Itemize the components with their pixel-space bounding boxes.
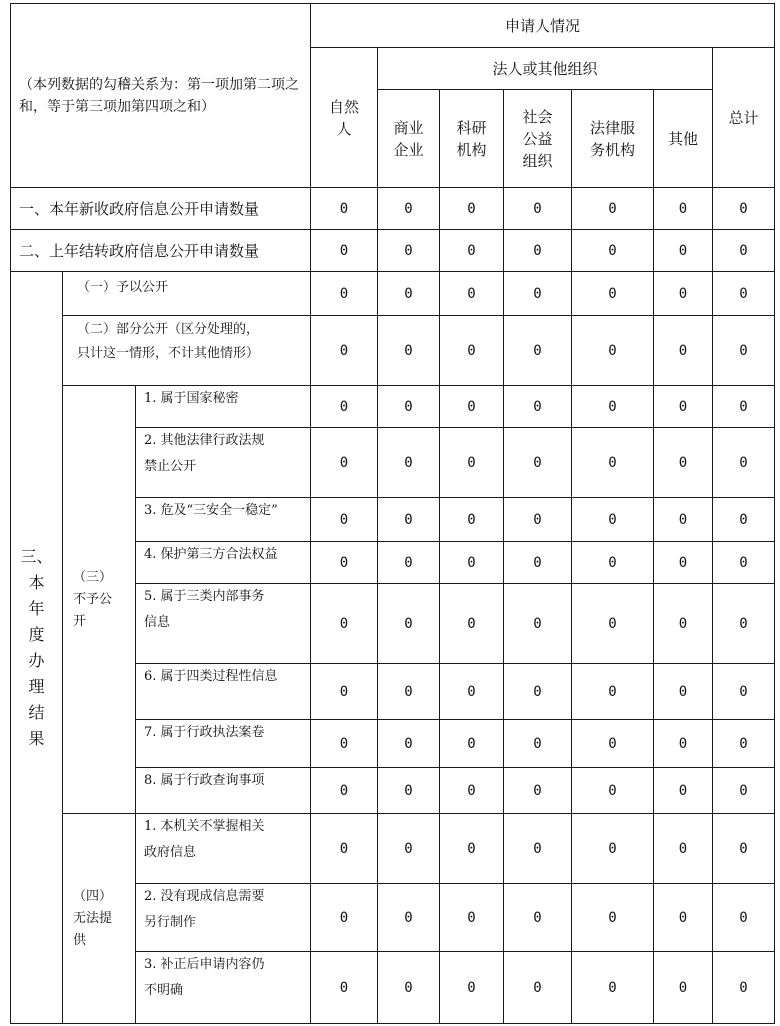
value-cell-total: 0: [713, 542, 775, 584]
value-cell-total: 0: [713, 272, 775, 316]
value-cell-total: 0: [713, 768, 775, 814]
col-public-line-2: 公益: [522, 129, 553, 148]
value-cell-research: 0: [440, 584, 504, 664]
section3-title: [11, 272, 63, 1024]
unable-line-2: 无法提: [73, 910, 113, 926]
row-label-line: 2. 没有现成信息需要: [144, 889, 265, 904]
value-cell-other: 0: [654, 230, 713, 272]
value-cell-natural-person: 0: [311, 188, 378, 230]
value-cell-research: 0: [440, 952, 504, 1024]
value-cell-total: 0: [713, 884, 775, 952]
value-cell-other: 0: [654, 542, 713, 584]
value-cell-public-welfare: 0: [504, 542, 572, 584]
row-label-line: 不明确: [144, 983, 184, 998]
value-cell-natural-person: 0: [311, 952, 378, 1024]
value-cell-total: 0: [713, 188, 775, 230]
row-label-line: 3. 补正后申请内容仍: [144, 957, 265, 972]
value-cell-public-welfare: 0: [504, 498, 572, 542]
table-row: [11, 316, 775, 386]
value-cell-natural-person: 0: [311, 884, 378, 952]
row-label-nd-2: [136, 428, 311, 498]
value-cell-natural-person: 0: [311, 316, 378, 386]
section3-char: 果: [28, 728, 45, 748]
value-cell-total: 0: [713, 316, 775, 386]
row-label-line: 政府信息: [144, 845, 197, 860]
row-label-line: 1. 本机关不掌握相关: [144, 819, 265, 834]
col-other: 其他: [654, 90, 713, 188]
row-label-line: 7. 属于行政执法案卷: [144, 725, 265, 740]
row-label-nd-3: [136, 498, 311, 542]
unable-group: [63, 814, 136, 1024]
col-natural-person: [311, 48, 378, 188]
relation-note: （本列数据的勾稽关系为：第一项加第二项之和，等于第三项加第四项之和）: [11, 4, 311, 188]
row-label-partially: [63, 316, 311, 386]
value-cell-legal-service: 0: [572, 884, 654, 952]
value-cell-other: 0: [654, 884, 713, 952]
row-label-nd-5: [136, 584, 311, 664]
value-cell-natural-person: 0: [311, 386, 378, 428]
value-cell-research: 0: [440, 664, 504, 720]
value-cell-legal-service: 0: [572, 542, 654, 584]
col-legal-line-1: 法律服: [589, 118, 635, 137]
row-label-line: 4. 保护第三方合法权益: [144, 547, 278, 562]
value-cell-natural-person: 0: [311, 664, 378, 720]
value-cell-research: 0: [440, 230, 504, 272]
value-cell-research: 0: [440, 272, 504, 316]
value-cell-legal-service: 0: [572, 664, 654, 720]
table-row: [11, 188, 775, 230]
value-cell-business: 0: [378, 952, 440, 1024]
col-public-line-3: 组织: [522, 151, 553, 170]
row-label-disclosed: （一）予以公开: [63, 272, 311, 316]
row-label-line: 另行制作: [144, 915, 197, 930]
value-cell-public-welfare: 0: [504, 768, 572, 814]
row-label-nd-8: [136, 768, 311, 814]
value-cell-public-welfare: 0: [504, 664, 572, 720]
value-cell-research: 0: [440, 720, 504, 768]
value-cell-research: 0: [440, 884, 504, 952]
value-cell-public-welfare: 0: [504, 230, 572, 272]
value-cell-business: 0: [378, 768, 440, 814]
row-label-ua-2: [136, 884, 311, 952]
value-cell-research: 0: [440, 768, 504, 814]
value-cell-total: 0: [713, 952, 775, 1024]
col-research-line-2: 机构: [456, 140, 487, 159]
section3-char: 度: [28, 624, 45, 644]
row-label-ua-3: [136, 952, 311, 1024]
row-label-line: 信息: [144, 615, 171, 630]
col-business-line-1: 商业: [393, 118, 424, 137]
value-cell-total: 0: [713, 498, 775, 542]
value-cell-business: 0: [378, 316, 440, 386]
value-cell-total: 0: [713, 230, 775, 272]
not-disclosed-line-2: 不予公: [73, 591, 113, 607]
table-row: [11, 814, 775, 884]
value-cell-other: 0: [654, 272, 713, 316]
value-cell-public-welfare: 0: [504, 188, 572, 230]
value-cell-other: 0: [654, 664, 713, 720]
value-cell-business: 0: [378, 542, 440, 584]
value-cell-natural-person: 0: [311, 584, 378, 664]
value-cell-total: 0: [713, 386, 775, 428]
value-cell-legal-service: 0: [572, 814, 654, 884]
col-public-line-1: 社会: [522, 107, 553, 126]
section3-char: 三、: [20, 546, 53, 566]
partially-line-1: （二）部分公开（区分处理的，: [77, 322, 260, 337]
row-label-line: 1. 属于国家秘密: [144, 391, 239, 406]
table-row: [11, 230, 775, 272]
value-cell-legal-service: 0: [572, 230, 654, 272]
row-label-nd-4: [136, 542, 311, 584]
row-label-line: 3. 危及“三安全一稳定”: [144, 503, 278, 518]
value-cell-business: 0: [378, 814, 440, 884]
value-cell-other: 0: [654, 814, 713, 884]
value-cell-research: 0: [440, 428, 504, 498]
value-cell-business: 0: [378, 272, 440, 316]
col-business-line-2: 企业: [393, 140, 424, 159]
disclosure-request-table: [10, 3, 775, 1024]
value-cell-research: 0: [440, 386, 504, 428]
value-cell-public-welfare: 0: [504, 814, 572, 884]
not-disclosed-line-3: 开: [73, 613, 87, 629]
value-cell-research: 0: [440, 188, 504, 230]
value-cell-other: 0: [654, 498, 713, 542]
col-natural-line-2: 人: [336, 119, 352, 138]
value-cell-public-welfare: 0: [504, 272, 572, 316]
value-cell-natural-person: 0: [311, 230, 378, 272]
value-cell-public-welfare: 0: [504, 584, 572, 664]
row-label-line: 8. 属于行政查询事项: [144, 773, 265, 788]
value-cell-public-welfare: 0: [504, 316, 572, 386]
value-cell-business: 0: [378, 428, 440, 498]
col-legal-line-2: 务机构: [589, 140, 635, 159]
section3-char: 理: [28, 676, 45, 696]
section3-char: 本: [28, 572, 45, 592]
row-label-line: 禁止公开: [144, 459, 197, 474]
value-cell-other: 0: [654, 188, 713, 230]
value-cell-public-welfare: 0: [504, 884, 572, 952]
value-cell-legal-service: 0: [572, 386, 654, 428]
row-label-nd-7: [136, 720, 311, 768]
value-cell-other: 0: [654, 952, 713, 1024]
value-cell-legal-service: 0: [572, 498, 654, 542]
value-cell-legal-service: 0: [572, 272, 654, 316]
value-cell-natural-person: 0: [311, 814, 378, 884]
value-cell-business: 0: [378, 386, 440, 428]
value-cell-research: 0: [440, 498, 504, 542]
value-cell-business: 0: [378, 884, 440, 952]
section3-char: 结: [28, 702, 45, 722]
col-business: [378, 90, 440, 188]
value-cell-total: 0: [713, 584, 775, 664]
unable-line-1: （四）: [73, 888, 113, 904]
applicant-situation-header: 申请人情况: [311, 4, 775, 48]
not-disclosed-group: [63, 386, 136, 814]
row-label-new-requests: 一、本年新收政府信息公开申请数量: [11, 188, 311, 230]
col-natural-line-1: 自然: [328, 97, 359, 116]
row-label-nd-1: [136, 386, 311, 428]
value-cell-legal-service: 0: [572, 768, 654, 814]
value-cell-natural-person: 0: [311, 498, 378, 542]
value-cell-natural-person: 0: [311, 542, 378, 584]
col-legal-service: [572, 90, 654, 188]
legal-entity-group-header: 法人或其他组织: [378, 48, 713, 90]
value-cell-natural-person: 0: [311, 272, 378, 316]
value-cell-legal-service: 0: [572, 428, 654, 498]
value-cell-total: 0: [713, 664, 775, 720]
row-label-line: 6. 属于四类过程性信息: [144, 669, 278, 684]
value-cell-legal-service: 0: [572, 188, 654, 230]
value-cell-legal-service: 0: [572, 584, 654, 664]
value-cell-other: 0: [654, 768, 713, 814]
col-public-welfare: [504, 90, 572, 188]
row-label-line: 5. 属于三类内部事务: [144, 589, 265, 604]
value-cell-business: 0: [378, 664, 440, 720]
value-cell-other: 0: [654, 428, 713, 498]
section3-char: 办: [28, 650, 45, 670]
value-cell-natural-person: 0: [311, 768, 378, 814]
row-label-nd-6: [136, 664, 311, 720]
value-cell-public-welfare: 0: [504, 386, 572, 428]
value-cell-public-welfare: 0: [504, 952, 572, 1024]
value-cell-business: 0: [378, 584, 440, 664]
col-research: [440, 90, 504, 188]
value-cell-legal-service: 0: [572, 720, 654, 768]
value-cell-business: 0: [378, 188, 440, 230]
value-cell-public-welfare: 0: [504, 428, 572, 498]
value-cell-natural-person: 0: [311, 720, 378, 768]
table-row: [11, 386, 775, 428]
section3-char: 年: [28, 598, 45, 618]
value-cell-public-welfare: 0: [504, 720, 572, 768]
not-disclosed-line-1: （三）: [73, 569, 113, 585]
value-cell-legal-service: 0: [572, 952, 654, 1024]
value-cell-business: 0: [378, 230, 440, 272]
value-cell-research: 0: [440, 814, 504, 884]
row-label-carried-over: 二、上年结转政府信息公开申请数量: [11, 230, 311, 272]
col-total: 总计: [713, 48, 775, 188]
value-cell-business: 0: [378, 720, 440, 768]
value-cell-other: 0: [654, 316, 713, 386]
partially-line-2: 只计这一情形，不计其他情形）: [77, 346, 260, 361]
value-cell-natural-person: 0: [311, 428, 378, 498]
value-cell-other: 0: [654, 584, 713, 664]
value-cell-total: 0: [713, 428, 775, 498]
value-cell-total: 0: [713, 814, 775, 884]
col-research-line-1: 科研: [456, 118, 487, 137]
value-cell-business: 0: [378, 498, 440, 542]
row-label-line: 2. 其他法律行政法规: [144, 433, 265, 448]
value-cell-legal-service: 0: [572, 316, 654, 386]
unable-line-3: 供: [73, 932, 87, 948]
value-cell-other: 0: [654, 720, 713, 768]
value-cell-total: 0: [713, 720, 775, 768]
table-row: [11, 272, 775, 316]
value-cell-other: 0: [654, 386, 713, 428]
value-cell-research: 0: [440, 316, 504, 386]
row-label-ua-1: [136, 814, 311, 884]
value-cell-research: 0: [440, 542, 504, 584]
